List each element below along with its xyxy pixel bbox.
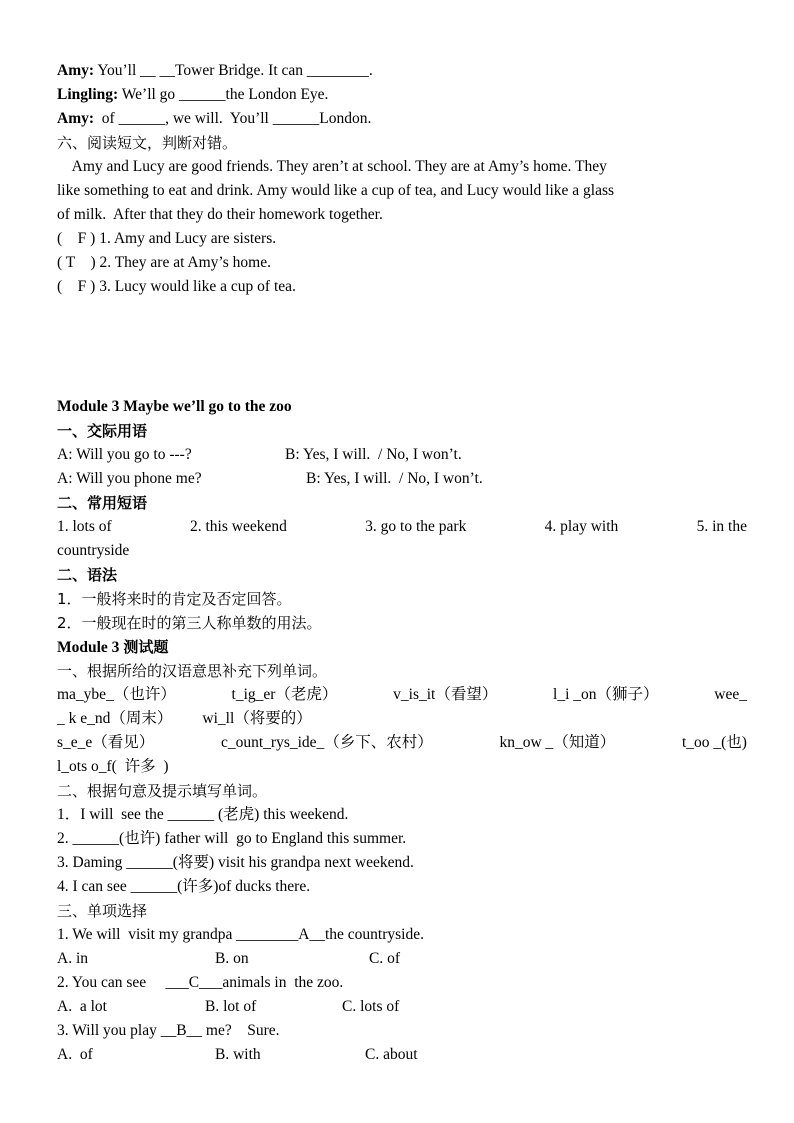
part2-item: 4. I can see ______(许多)of ducks there. [57,878,311,895]
word-item: t_ig_er（老虎） [231,686,338,703]
part3-option-a: A. of [57,1046,93,1063]
phrases-row [57,517,747,537]
expression-a: A: Will you phone me? [57,470,202,487]
phrase-wrap: countryside [57,542,130,559]
phrase-item: 1. lots of [57,518,112,535]
word-item: ma_ybe_（也许） [57,686,176,703]
word-item: wee_ [714,686,747,703]
part3-option-b: B. with [215,1046,261,1063]
expression-a: A: Will you go to ---? [57,446,192,463]
dialogue-text: You’ll __ __Tower Bridge. It can ________. [94,62,373,79]
part1-row-1 [57,685,747,705]
dialogue-text: We’ll go ______the London Eye. [118,86,329,103]
part3-option-b: B. on [215,950,249,967]
part1-heading: 一、根据所给的汉语意思补充下列单词。 [57,662,328,680]
expression-b: B: Yes, I will. / No, I won’t. [306,470,483,487]
part3-option-b: B. lot of [205,998,257,1015]
word-item: _ k e_nd（周末） [57,710,173,727]
expression-b: B: Yes, I will. / No, I won’t. [285,446,462,463]
word-item: v_is_it（看望） [393,686,498,703]
grammar-item: 1．一般将来时的肯定及否定回答。 [57,590,292,608]
dialogue-text: of ______, we will. You’ll ______London. [94,110,372,127]
reading-question: ( F ) 3. Lucy would like a cup of tea. [57,278,296,295]
grammar-heading: 二、语法 [57,566,118,584]
part3-question: 2. You can see ___C___animals in the zoo. [57,974,344,991]
word-item: wi_ll（将要的） [202,710,312,727]
word-item: s_e_e（看见） [57,734,155,751]
part3-option-a: A. a lot [57,998,107,1015]
part2-item: 2. ______(也许) father will go to England this summer. [57,830,407,847]
reading-question: ( T ) 2. They are at Amy’s home. [57,254,271,271]
speaker-label: Amy: [57,110,95,127]
speaker-label: Amy: [57,62,95,79]
dialogue-line-2 [57,85,328,105]
phrase-item: 2. this weekend [190,518,287,535]
test-title [57,637,168,658]
part3-option-c: C. about [365,1046,418,1063]
part2-item: 1．I will see the ______ (老虎) this weekend. [57,806,349,823]
part1-row-2 [57,733,747,753]
part3-question: 1. We will visit my grandpa ________A__the countryside. [57,926,424,943]
part3-option-a: A. in [57,950,88,967]
word-item: c_ount_rys_ide_（乡下、农村） [220,734,433,751]
phrases-heading: 二、常用短语 [57,494,148,512]
reading-question: ( F ) 1. Amy and Lucy are sisters. [57,230,277,247]
reading-heading: 六、阅读短文，判断对错。 [57,134,238,152]
test-title-en: Module 3 [57,639,124,656]
reading-passage-line: Amy and Lucy are good friends. They aren’t at school. They are at Amy’s home. They [57,158,607,175]
module-title: Module 3 Maybe we’ll go to the zoo [57,398,292,415]
part3-heading: 三、单项选择 [57,902,148,920]
reading-passage-line: of milk. After that they do their homework together. [57,206,383,223]
word-item: t_oo _(也) [681,734,747,751]
grammar-item: 2．一般现在时的第三人称单数的用法。 [57,614,322,632]
reading-passage-line: like something to eat and drink. Amy would like a cup of tea, and Lucy would like a glass [57,182,615,199]
dialogue-line-1 [57,61,373,81]
part1-row-1-wrap [57,709,312,729]
test-title-zh: 测试题 [123,638,169,656]
speaker-label: Lingling: [57,86,119,103]
word-item: l_i _on（狮子） [553,686,659,703]
phrase-item: 4. play with [544,518,619,535]
part2-item: 3. Daming ______(将要) visit his grandpa next weekend. [57,854,414,871]
part3-question: 3. Will you play __B__ me? Sure. [57,1022,280,1039]
part3-option-c: C. lots of [342,998,400,1015]
phrase-item: 5. in the [696,518,747,535]
part1-row-2-wrap: l_ots o_f( 许多 ) [57,758,169,775]
part3-option-c: C. of [369,950,400,967]
phrase-item: 3. go to the park [365,518,467,535]
part2-heading: 二、根据句意及提示填写单词。 [57,782,268,800]
word-item: kn_ow _（知道） [499,734,616,751]
dialogue-line-3 [57,109,371,129]
expressions-heading: 一、交际用语 [57,422,148,440]
